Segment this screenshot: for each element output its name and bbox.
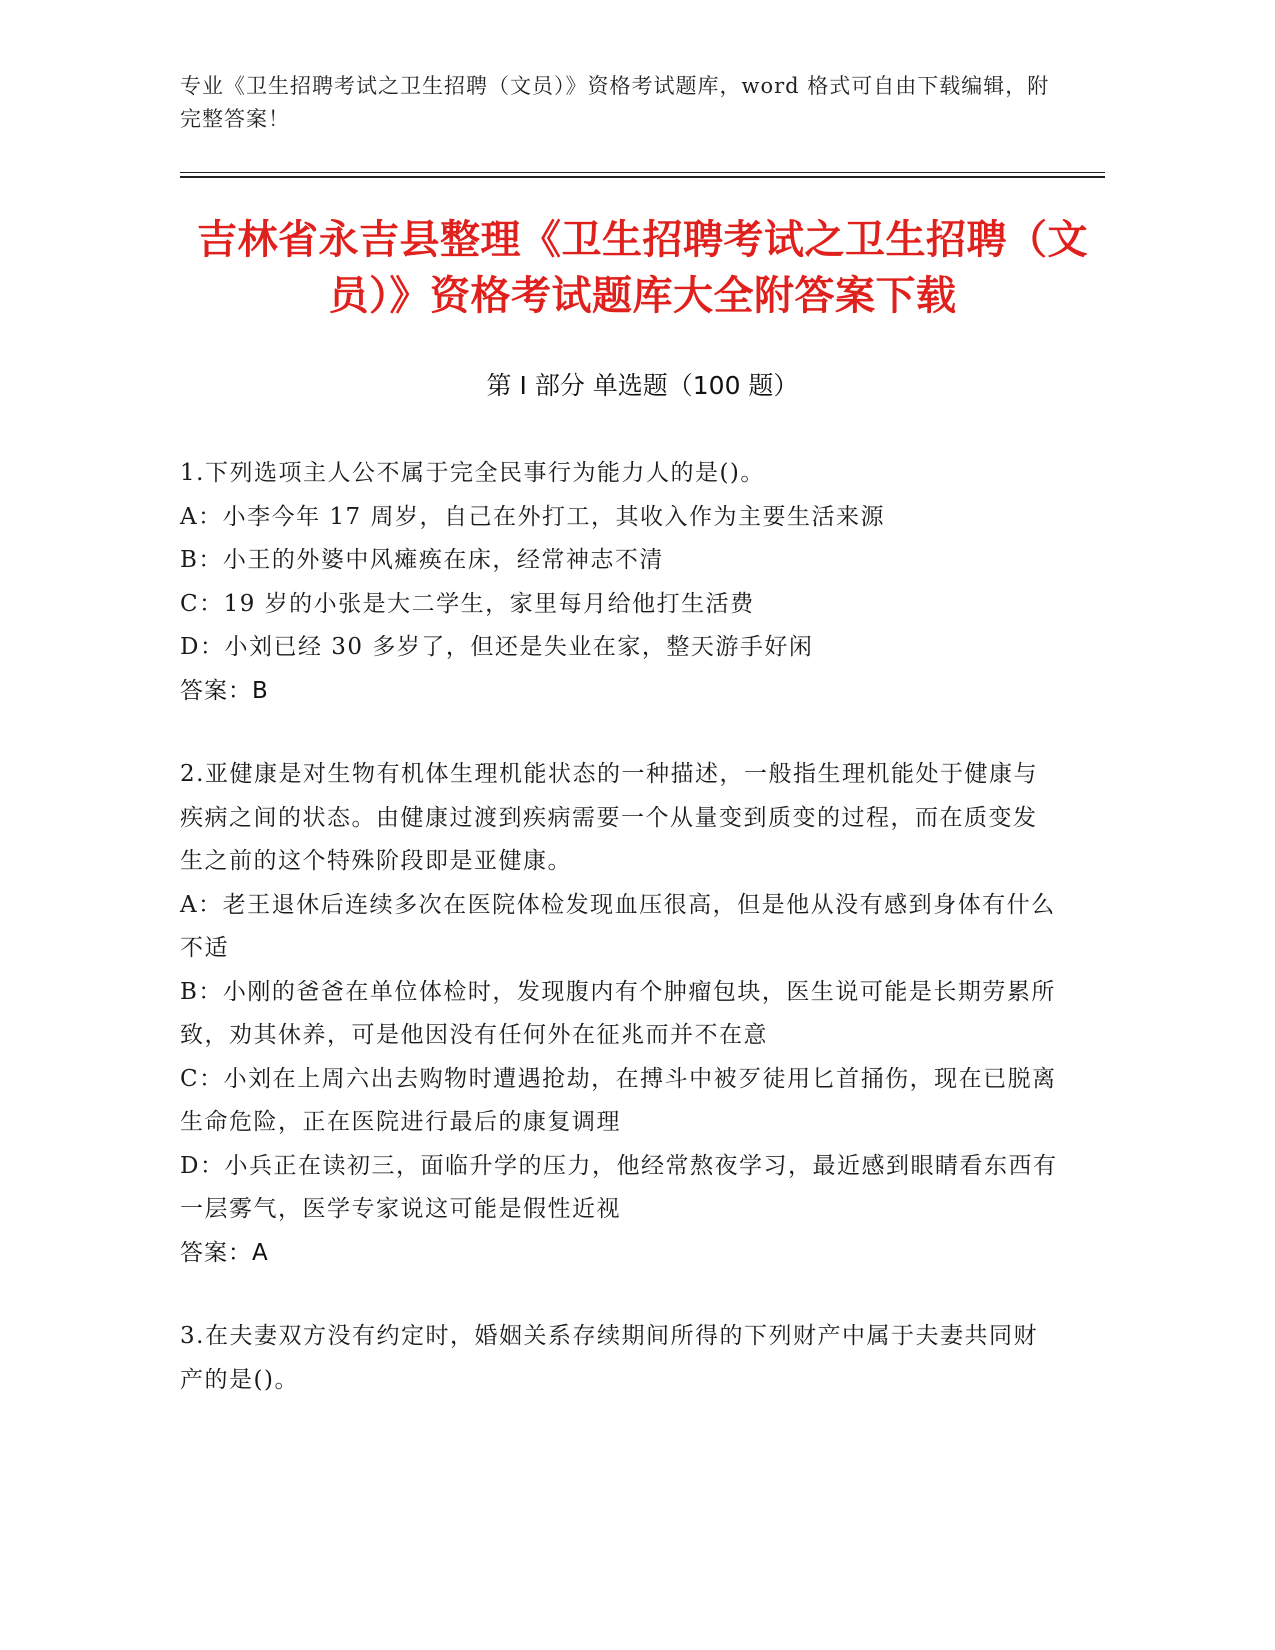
question-3 (180, 1315, 1060, 1402)
option-c: C：19 岁的小张是大二学生，家里每月给他打生活费 (180, 590, 755, 617)
question-1 (180, 452, 1060, 713)
option-c: C：小刘在上周六出去购物时遭遇抢劫，在搏斗中被歹徒用匕首捅伤，现在已脱离生命危险，正在医院进行最后的康复调理 (180, 1065, 1057, 1135)
question-2 (180, 753, 1060, 1275)
option-b: B：小刚的爸爸在单位体检时，发现腹内有个肿瘤包块，医生说可能是长期劳累所致，劝其休养，可是他因没有任何外在征兆而并不在意 (180, 978, 1056, 1048)
question-stem: 3.在夫妻双方没有约定时，婚姻关系存续期间所得的下列财产中属于夫妻共同财产的是()。 (180, 1323, 1038, 1393)
question-stem: 2.亚健康是对生物有机体生理机能状态的一种描述，一般指生理机能处于健康与疾病之间的状态。由健康过渡到疾病需要一个从量变到质变的过程，而在质变发生之前的这个特殊阶段即是亚健康。 (180, 761, 1038, 874)
answer-line: 答案：B (180, 677, 269, 704)
header-note: 专业《卫生招聘考试之卫生招聘（文员）》资格考试题库，word 格式可自由下载编辑，附完整答案！ (180, 74, 1050, 131)
header-divider-thin (180, 172, 1105, 173)
question-stem: 1.下列选项主人公不属于完全民事行为能力人的是()。 (180, 460, 765, 486)
question-list (180, 452, 1060, 1442)
option-d: D：小兵正在读初三，面临升学的压力，他经常熬夜学习，最近感到眼睛看东西有一层雾气，医学专家说这可能是假性近视 (180, 1152, 1058, 1222)
document-title: 吉林省永吉县整理《卫生招聘考试之卫生招聘（文员）》资格考试题库大全附答案下载 (197, 217, 1088, 319)
header-divider-thick (180, 176, 1105, 178)
option-a: A：小李今年 17 周岁，自己在外打工，其收入作为主要生活来源 (180, 503, 885, 530)
option-a: A：老王退休后连续多次在医院体检发现血压很高，但是他从没有感到身体有什么不适 (180, 891, 1056, 961)
option-b: B：小王的外婆中风瘫痪在床，经常神志不清 (180, 547, 664, 573)
option-d: D：小刘已经 30 多岁了，但还是失业在家，整天游手好闲 (180, 634, 814, 660)
answer-line: 答案：A (180, 1239, 269, 1266)
section-heading: 第 I 部分 单选题（100 题） (486, 371, 799, 400)
